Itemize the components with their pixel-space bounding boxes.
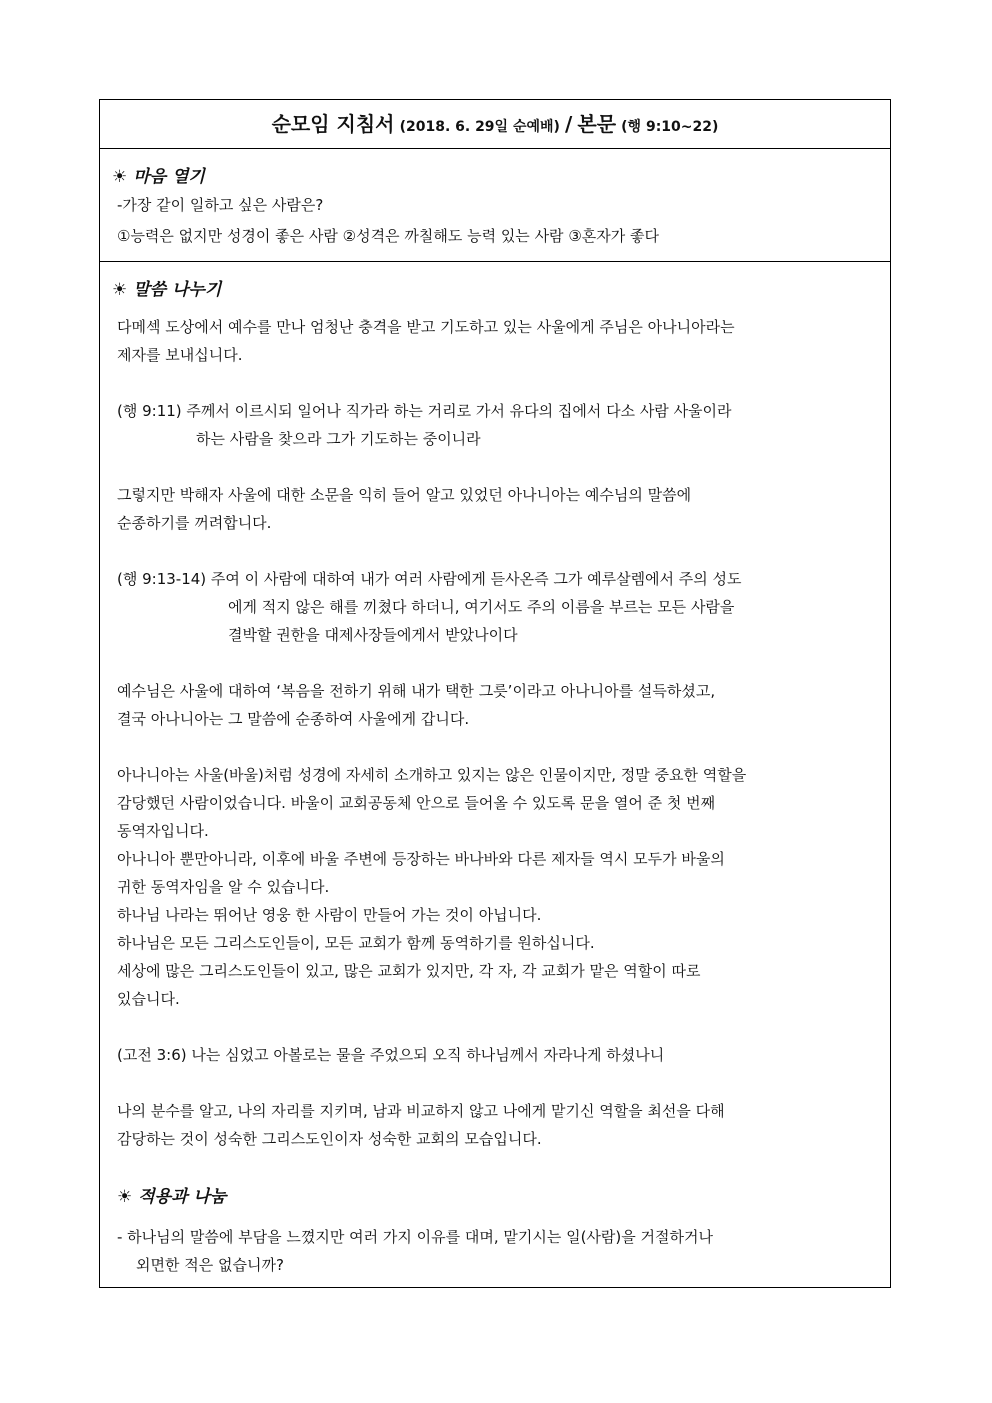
application-heading (117, 1182, 226, 1207)
body-line: 아나니아 뿐만아니라, 이후에 바울 주변에 등장하는 바나바와 다른 제자들 역시 모두가 바울의 (117, 850, 725, 868)
body-line: 세상에 많은 그리스도인들이 있고, 많은 교회가 있지만, 각 자, 각 교회가 맡은 역할이 따로 (117, 962, 701, 980)
body-line: 하나님 나라는 뛰어난 영웅 한 사람이 만들어 가는 것이 아닙니다. (117, 906, 542, 924)
open-heart-heading (112, 162, 205, 187)
title-separator: / (565, 112, 573, 136)
passage-ref: (행 9:10~22) (621, 119, 719, 135)
service-date: (2018. 6. 29일 순예배) (399, 119, 560, 135)
open-heart-question: -가장 같이 일하고 싶은 사람은? (117, 196, 324, 214)
scripture-quote: (행 9:11) 주께서 이르시되 일어나 직가라 하는 거리로 가서 유다의 집에서 다소 사람 사울이라 (117, 402, 732, 420)
body-line: 다메섹 도상에서 예수를 만나 엄청난 충격을 받고 기도하고 있는 사울에게 주님은 아나니아라는 (117, 318, 735, 336)
page-title: 순모임 지침서 (271, 112, 395, 136)
sharing-word-heading (112, 275, 221, 300)
body-line: 감당했던 사람이었습니다. 바울이 교회공동체 안으로 들어올 수 있도록 문을 열어 준 첫 번째 (117, 794, 716, 812)
scripture-quote: 결박할 권한을 대제사장들에게서 받았나이다 (228, 626, 518, 644)
body-line: 결국 아나니아는 그 말씀에 순종하여 사울에게 갑니다. (117, 710, 470, 728)
body-line: 감당하는 것이 성숙한 그리스도인이자 성숙한 교회의 모습입니다. (117, 1130, 542, 1148)
worksheet-frame (99, 99, 891, 1288)
body-line: 하나님은 모든 그리스도인들이, 모든 교회가 함께 동역하기를 원하십니다. (117, 934, 595, 952)
body-line: 귀한 동역자임을 알 수 있습니다. (117, 878, 330, 896)
open-heart-options: ①능력은 없지만 성경이 좋은 사람 ②성격은 까칠해도 능력 있는 사람 ③혼자가 좋다 (117, 227, 659, 245)
open-heart-heading-text: 마음 열기 (133, 167, 205, 187)
scripture-quote: (고전 3:6) 나는 심었고 아볼로는 물을 주었으되 오직 하나님께서 자라나게 하셨나니 (117, 1046, 665, 1064)
sharing-word-heading-text: 말씀 나누기 (133, 280, 222, 300)
body-line: 그렇지만 박해자 사울에 대한 소문을 익히 들어 알고 있었던 아나니아는 예수님의 말씀에 (117, 486, 692, 504)
title-row (100, 100, 890, 149)
scripture-quote: 하는 사람을 찾으라 그가 기도하는 중이니라 (196, 430, 481, 448)
scripture-quote: (행 9:13-14) 주여 이 사람에 대하여 내가 여러 사람에게 듣사온즉 그가 예루살렘에서 주의 성도 (117, 570, 742, 588)
sun-icon: ☀ (112, 280, 128, 300)
body-line: 순종하기를 꺼려합니다. (117, 514, 272, 532)
sun-icon: ☀ (117, 1187, 133, 1207)
body-line: 동역자입니다. (117, 822, 209, 840)
scripture-quote: 에게 적지 않은 해를 끼쳤다 하더니, 여기서도 주의 이름을 부르는 모든 사람을 (228, 598, 735, 616)
passage-label: 본문 (577, 112, 617, 136)
application-heading-text: 적용과 나눔 (138, 1187, 227, 1207)
body-line: 제자를 보내십니다. (117, 346, 243, 364)
application-question: 외면한 적은 없습니까? (136, 1256, 284, 1274)
open-heart-section (100, 149, 890, 262)
body-line: 있습니다. (117, 990, 180, 1008)
sun-icon: ☀ (112, 167, 128, 187)
body-line: 예수님은 사울에 대하여 ‘복음을 전하기 위해 내가 택한 그릇’이라고 아나니아를 설득하셨고, (117, 682, 716, 700)
application-question: - 하나님의 말씀에 부담을 느꼈지만 여러 가지 이유를 대며, 맡기시는 일(사람)을 거절하거나 (117, 1228, 713, 1246)
body-line: 아나니아는 사울(바울)처럼 성경에 자세히 소개하고 있지는 않은 인물이지만, 정말 중요한 역할을 (117, 766, 747, 784)
body-line: 나의 분수를 알고, 나의 자리를 지키며, 남과 비교하지 않고 나에게 맡기신 역할을 최선을 다해 (117, 1102, 725, 1120)
sharing-word-section (100, 262, 890, 1288)
